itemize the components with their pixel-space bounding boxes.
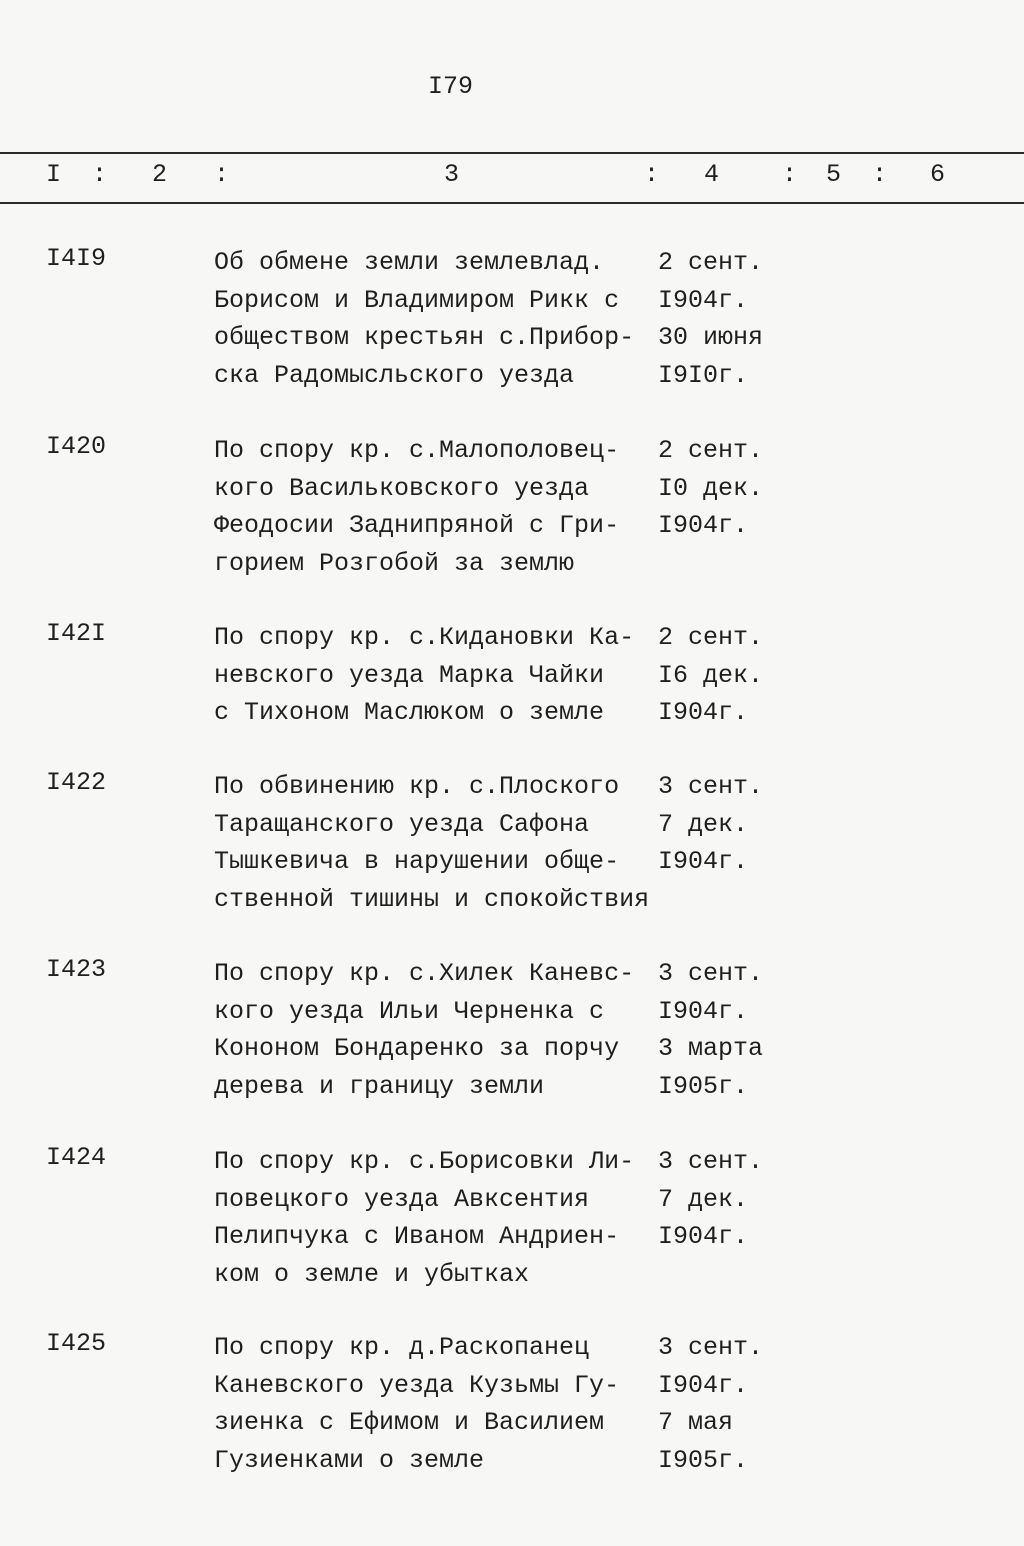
column-header-3: 3 bbox=[444, 160, 460, 189]
description-line: ска Радомысльского уезда bbox=[214, 360, 575, 390]
date-line: I0 дек. bbox=[658, 473, 764, 503]
date-line: 3 сент. bbox=[658, 1147, 764, 1176]
date-line: 2 сент. bbox=[658, 436, 764, 465]
entry-description bbox=[214, 1329, 619, 1479]
description-line: Феодосии Заднипряной с Гри- bbox=[214, 511, 620, 540]
description-line: горием Розгобой за землю bbox=[214, 548, 575, 578]
description-line: Каневского уезда Кузьмы Гу- bbox=[214, 1370, 620, 1400]
column-header-2: 2 bbox=[152, 160, 168, 189]
header-top-rule bbox=[0, 152, 1024, 154]
date-line: 3 сент. bbox=[658, 1333, 764, 1362]
entry-description bbox=[214, 432, 619, 582]
date-line: I904г. bbox=[658, 511, 749, 540]
entry-dates bbox=[658, 1143, 763, 1256]
date-line: I904г. bbox=[658, 996, 749, 1026]
entry-dates bbox=[658, 244, 763, 394]
description-line: По спору кр. с.Хилек Каневс- bbox=[214, 959, 635, 988]
entry-description bbox=[214, 768, 649, 918]
description-line: По спору кр. д.Раскопанец bbox=[214, 1333, 590, 1362]
description-line: Тышкевича в нарушении обще- bbox=[214, 847, 620, 876]
description-line: повецкого уезда Авксентия bbox=[214, 1184, 590, 1214]
column-header-4: 4 bbox=[704, 160, 720, 189]
date-line: I904г. bbox=[658, 1222, 749, 1251]
entry-number: I420 bbox=[46, 432, 107, 461]
date-line: I904г. bbox=[658, 285, 749, 315]
page-number: I79 bbox=[428, 72, 474, 101]
column-header-6: 6 bbox=[930, 160, 946, 189]
description-line: По спору кр. с.Борисовки Ли- bbox=[214, 1147, 635, 1176]
entry-description bbox=[214, 619, 634, 732]
description-line: Гузиенками о земле bbox=[214, 1445, 485, 1475]
description-line: Таращанского уезда Сафона bbox=[214, 809, 590, 839]
description-line: Пелипчука с Иваном Андриен- bbox=[214, 1222, 620, 1251]
description-line: ственной тишины и спокойствия bbox=[214, 884, 650, 914]
entry-description bbox=[214, 1143, 634, 1293]
description-line: кого уезда Ильи Черненка с bbox=[214, 996, 605, 1026]
entry-number: I424 bbox=[46, 1143, 107, 1172]
column-separator: : bbox=[92, 160, 108, 189]
description-line: По спору кр. с.Малополовец- bbox=[214, 436, 620, 465]
column-separator: : bbox=[872, 160, 888, 189]
entry-number: I425 bbox=[46, 1329, 107, 1358]
date-line: I904г. bbox=[658, 847, 749, 876]
entry-dates bbox=[658, 619, 763, 732]
description-line: Кононом Бондаренко за порчу bbox=[214, 1034, 620, 1063]
entry-number: I42I bbox=[46, 619, 107, 648]
entry-number: I422 bbox=[46, 768, 107, 797]
description-line: Борисом и Владимиром Рикк с bbox=[214, 285, 620, 315]
column-header-1: I bbox=[46, 160, 62, 189]
description-line: с Тихоном Маслюком о земле bbox=[214, 698, 605, 727]
date-line: 3 сент. bbox=[658, 772, 764, 801]
date-line: 2 сент. bbox=[658, 623, 764, 652]
date-line: I904г. bbox=[658, 1370, 749, 1400]
entry-description bbox=[214, 244, 634, 394]
description-line: невского уезда Марка Чайки bbox=[214, 660, 605, 690]
description-line: обществом крестьян с.Прибор- bbox=[214, 323, 635, 352]
entry-dates bbox=[658, 955, 763, 1105]
column-separator: : bbox=[214, 160, 230, 189]
date-line: I905г. bbox=[658, 1071, 749, 1101]
date-line: 3 сент. bbox=[658, 959, 764, 988]
entry-number: I423 bbox=[46, 955, 107, 984]
description-line: По спору кр. с.Кидановки Ка- bbox=[214, 623, 635, 652]
date-line: 7 дек. bbox=[658, 809, 749, 839]
date-line: 7 дек. bbox=[658, 1184, 749, 1214]
date-line: 7 мая bbox=[658, 1408, 734, 1437]
entry-number: I4I9 bbox=[46, 244, 107, 273]
column-separator: : bbox=[644, 160, 660, 189]
date-line: 2 сент. bbox=[658, 248, 764, 277]
entry-dates bbox=[658, 1329, 763, 1479]
date-line: I904г. bbox=[658, 698, 749, 727]
description-line: зиенка с Ефимом и Василием bbox=[214, 1408, 605, 1437]
entry-description bbox=[214, 955, 634, 1105]
header-bottom-rule bbox=[0, 202, 1024, 204]
date-line: 3 марта bbox=[658, 1034, 764, 1063]
description-line: Об обмене земли землевлад. bbox=[214, 248, 605, 277]
column-header-5: 5 bbox=[826, 160, 842, 189]
date-line: 30 июня bbox=[658, 323, 764, 352]
date-line: I905г. bbox=[658, 1445, 749, 1475]
column-separator: : bbox=[782, 160, 798, 189]
date-line: I9I0г. bbox=[658, 360, 749, 390]
description-line: кого Васильковского уезда bbox=[214, 473, 590, 503]
description-line: ком о земле и убытках bbox=[214, 1259, 530, 1289]
description-line: дерева и границу земли bbox=[214, 1071, 545, 1101]
date-line: I6 дек. bbox=[658, 660, 764, 690]
entry-dates bbox=[658, 768, 763, 881]
entry-dates bbox=[658, 432, 763, 545]
description-line: По обвинению кр. с.Плоского bbox=[214, 772, 620, 801]
